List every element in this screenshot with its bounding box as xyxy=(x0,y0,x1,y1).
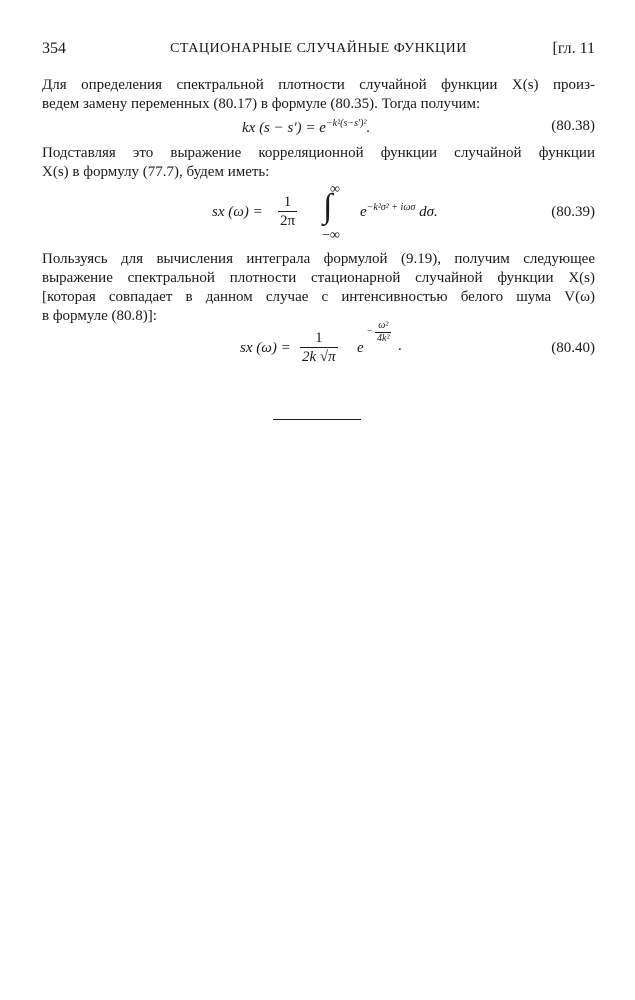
equation-number: (80.39) xyxy=(551,204,595,220)
integrand-differential: dσ. xyxy=(419,204,438,220)
equation-lhs: sx (ω) = xyxy=(212,204,263,220)
integrand xyxy=(360,202,438,221)
fraction-numerator: 1 xyxy=(300,330,338,348)
integral-lower-limit: −∞ xyxy=(322,228,340,243)
paragraph-line: [которая совпадает в данном случае с интенсивностью белого шума V(ω) xyxy=(42,289,595,305)
equation-number: (80.38) xyxy=(551,118,595,134)
integral-upper-limit: ∞ xyxy=(330,182,340,197)
paragraph-line: Пользуясь для вычисления интеграла формулой (9.19), получим следующее xyxy=(42,251,595,267)
equation-number: (80.40) xyxy=(551,340,595,356)
paragraph-line: в формуле (80.8)]: xyxy=(42,308,157,324)
equation-trail: . xyxy=(366,120,371,136)
equation-lhs: kx (s − s′) = xyxy=(242,120,320,136)
exponent-numerator: ω² xyxy=(375,320,391,333)
equation-trail: . xyxy=(398,338,402,354)
exponent-denominator: 4k² xyxy=(377,333,390,344)
fraction-numerator: 1 xyxy=(278,194,297,212)
paragraph-line: X(s) в формулу (77.7), будем иметь: xyxy=(42,164,270,180)
page-header xyxy=(42,40,595,60)
integral-sign-icon: ∫ xyxy=(323,188,333,225)
equation-body xyxy=(242,118,370,137)
paragraph-2 xyxy=(42,144,595,182)
exponent-fraction xyxy=(375,320,391,345)
paragraph-1 xyxy=(42,76,595,114)
equation-80-40 xyxy=(42,320,595,372)
paragraph-3 xyxy=(42,250,595,326)
equation-base: e xyxy=(319,120,326,136)
equation-fraction xyxy=(300,330,338,366)
chapter-label: [гл. 11 xyxy=(552,40,595,57)
exponent-minus: − xyxy=(367,326,373,337)
paragraph-line: Для определения спектральной плотности случайной функции X(s) произ- xyxy=(42,77,595,93)
equation-fraction xyxy=(278,194,297,230)
page-number: 354 xyxy=(42,40,66,57)
equation-exponent: −k²(s−s′)² xyxy=(325,118,367,129)
fraction-denominator: 2k √π xyxy=(302,349,336,365)
integrand-exponent: −k²σ² + iωσ xyxy=(366,202,416,213)
paragraph-line: Подставляя это выражение корреляционной функции случайной функции xyxy=(42,145,595,161)
paragraph-line: выражение спектральной плотности стационарной случайной функции X(s) xyxy=(42,270,595,286)
exponential-base: e xyxy=(357,340,364,356)
integrand-base: e xyxy=(360,204,367,220)
paragraph-line: ведем замену переменных (80.17) в формуле (80.35). Тогда получим: xyxy=(42,96,481,112)
running-title: СТАЦИОНАРНЫЕ СЛУЧАЙНЫЕ ФУНКЦИИ xyxy=(170,41,467,56)
section-end-rule xyxy=(273,419,361,420)
equation-80-38 xyxy=(42,116,595,140)
equation-lhs: sx (ω) = xyxy=(240,340,291,356)
equation-80-39 xyxy=(42,182,595,244)
fraction-denominator: 2π xyxy=(280,213,296,229)
